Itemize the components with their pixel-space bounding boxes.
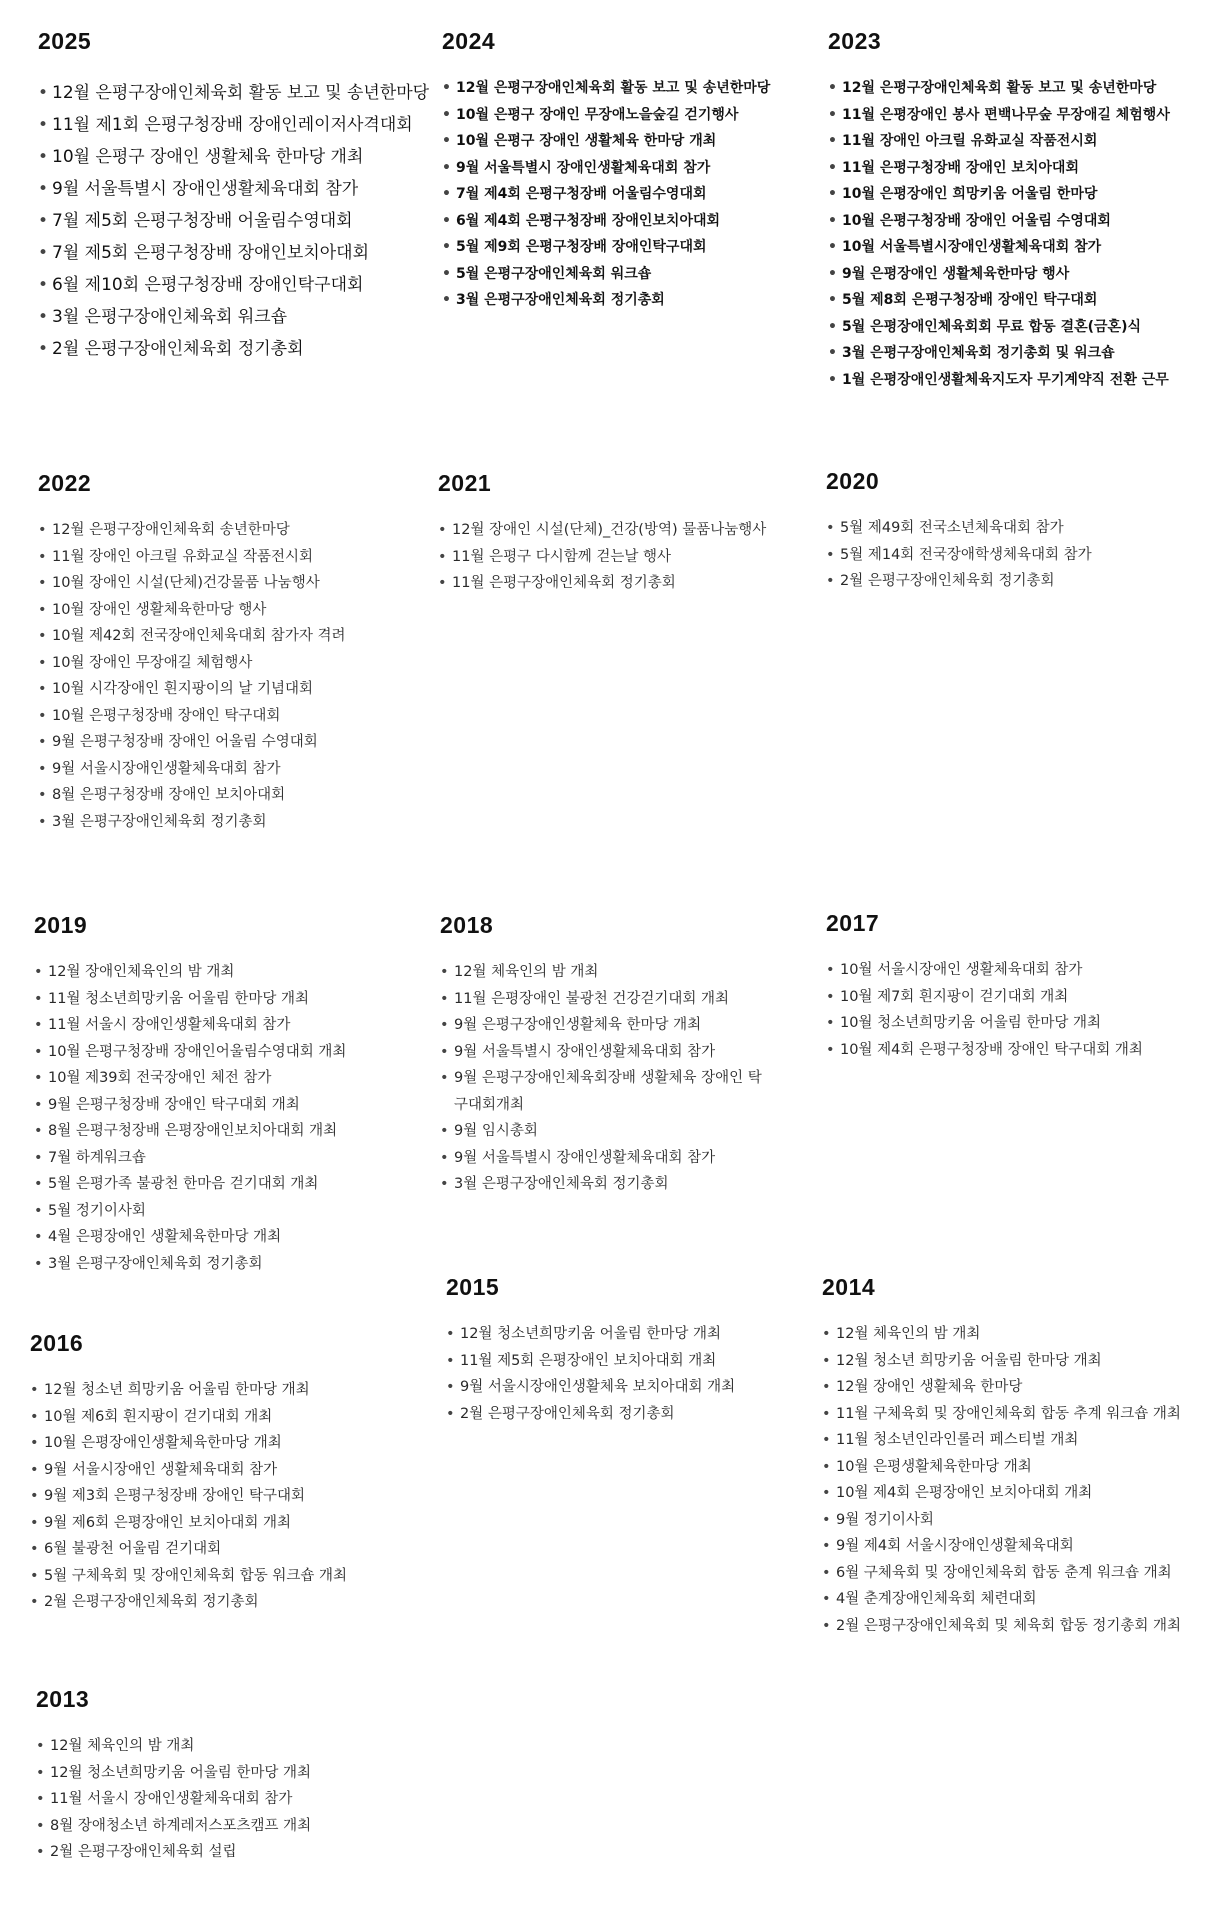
event-item: • 6월 제10회 은평구청장배 장애인탁구대회 <box>38 269 418 301</box>
year-heading: 2014 <box>822 1274 876 1300</box>
event-item: • 9월 제6회 은평장애인 보치아대회 개최 <box>30 1510 410 1537</box>
event-list <box>38 517 418 835</box>
event-item: • 8월 은평구청장배 은평장애인보치아대회 개최 <box>34 1118 414 1145</box>
event-item: • 2월 은평구장애인체육회 정기총회 <box>30 1589 410 1616</box>
event-item: • 10월 서울특별시장애인생활체육대회 참가 <box>828 234 1208 261</box>
year-heading: 2021 <box>438 470 492 496</box>
event-item: • 5월 은평가족 불광천 한마음 걷기대회 개최 <box>34 1171 414 1198</box>
event-item: • 6월 제4회 은평구청장배 장애인보치아대회 <box>442 208 812 235</box>
year-heading: 2020 <box>826 468 880 494</box>
event-list <box>30 1377 410 1616</box>
event-item: • 4월 춘계장애인체육회 체련대회 <box>822 1586 1222 1613</box>
event-item: • 11월 은평장애인 봉사 편백나무숲 무장애길 체험행사 <box>828 102 1208 129</box>
event-item: • 9월 은평구청장배 장애인 탁구대회 개최 <box>34 1092 414 1119</box>
year-block-2017 <box>826 910 1206 1063</box>
event-item: • 9월 제3회 은평구청장배 장애인 탁구대회 <box>30 1483 410 1510</box>
event-item: • 11월 장애인 아크릴 유화교실 작품전시회 <box>38 544 418 571</box>
event-item: • 10월 시각장애인 흰지팡이의 날 기념대회 <box>38 676 418 703</box>
event-list <box>826 515 1206 595</box>
event-item: • 9월 은평장애인 생활체육한마당 행사 <box>828 261 1208 288</box>
event-item: • 11월 청소년인라인롤러 페스티벌 개최 <box>822 1427 1222 1454</box>
event-item: • 12월 은평구장애인체육회 활동 보고 및 송년한마당 <box>442 75 812 102</box>
event-item: • 12월 체육인의 밤 개최 <box>822 1321 1222 1348</box>
event-item: • 11월 은평구장애인체육회 정기총회 <box>438 570 818 597</box>
event-item: • 12월 장애인 시설(단체)_건강(방역) 물품나눔행사 <box>438 517 818 544</box>
event-item: • 10월 은평구 장애인 무장애노을숲길 걷기행사 <box>442 102 812 129</box>
event-item: • 9월 서울특별시 장애인생활체육대회 참가 <box>440 1145 770 1172</box>
event-item: • 12월 청소년희망키움 어울림 한마당 개최 <box>446 1321 826 1348</box>
event-item: • 7월 하계워크숍 <box>34 1145 414 1172</box>
event-item: • 7월 제4회 은평구청장배 어울림수영대회 <box>442 181 812 208</box>
event-list <box>36 1733 416 1866</box>
event-item: • 2월 은평구장애인체육회 설립 <box>36 1839 416 1866</box>
event-list <box>828 75 1208 393</box>
event-item: • 7월 제5회 은평구청장배 장애인보치아대회 <box>38 237 418 269</box>
event-item: • 6월 불광천 어울림 걷기대회 <box>30 1536 410 1563</box>
event-item: • 3월 은평구장애인체육회 정기총회 <box>38 809 418 836</box>
event-list <box>826 957 1206 1063</box>
event-item: • 5월 은평구장애인체육회 워크숍 <box>442 261 812 288</box>
event-item: • 11월 은평구청장배 장애인 보치아대회 <box>828 155 1208 182</box>
event-item: • 5월 제9회 은평구청장배 장애인탁구대회 <box>442 234 812 261</box>
event-item: • 12월 청소년희망키움 어울림 한마당 개최 <box>36 1760 416 1787</box>
event-item: • 9월 서울특별시 장애인생활체육대회 참가 <box>440 1039 770 1066</box>
event-item: • 9월 은평구장애인생활체육 한마당 개최 <box>440 1012 770 1039</box>
event-item: • 5월 제49회 전국소년체육대회 참가 <box>826 515 1206 542</box>
event-item: • 3월 은평구장애인체육회 워크숍 <box>38 301 418 333</box>
event-item: • 12월 체육인의 밤 개최 <box>36 1733 416 1760</box>
event-list <box>38 77 430 365</box>
event-item: • 3월 은평구장애인체육회 정기총회 <box>34 1251 414 1278</box>
event-item: • 10월 청소년희망키움 어울림 한마당 개최 <box>826 1010 1206 1037</box>
event-item: • 10월 은평장애인 희망키움 어울림 한마당 <box>828 181 1208 208</box>
event-list <box>442 75 812 314</box>
event-item: • 11월 은평구 다시함께 걷는날 행사 <box>438 544 818 571</box>
event-item: • 10월 은평구청장배 장애인 어울림 수영대회 <box>828 208 1208 235</box>
year-heading: 2024 <box>442 28 496 54</box>
event-item: • 9월 임시총회 <box>440 1118 770 1145</box>
event-item: • 10월 서울시장애인 생활체육대회 참가 <box>826 957 1206 984</box>
event-item: • 11월 서울시 장애인생활체육대회 참가 <box>34 1012 414 1039</box>
event-item: • 12월 은평구장애인체육회 활동 보고 및 송년한마당 <box>38 77 418 109</box>
event-item: • 11월 청소년희망키움 어울림 한마당 개최 <box>34 986 414 1013</box>
event-item: • 1월 은평장애인생활체육지도자 무기계약직 전환 근무 <box>828 367 1208 394</box>
event-item: • 5월 은평장애인체육회회 무료 합동 결혼(금혼)식 <box>828 314 1208 341</box>
event-item: • 5월 정기이사회 <box>34 1198 414 1225</box>
event-list <box>34 959 414 1277</box>
event-item: • 10월 장애인 시설(단체)건강물품 나눔행사 <box>38 570 418 597</box>
event-item: • 10월 제6회 흰지팡이 걷기대회 개최 <box>30 1404 410 1431</box>
event-item: • 10월 은평장애인생활체육한마당 개최 <box>30 1430 410 1457</box>
event-item: • 2월 은평구장애인체육회 정기총회 <box>826 568 1206 595</box>
year-block-2014 <box>822 1274 1222 1639</box>
event-item: • 6월 구체육회 및 장애인체육회 합동 춘계 워크숍 개최 <box>822 1560 1222 1587</box>
event-item: • 11월 장애인 아크릴 유화교실 작품전시회 <box>828 128 1208 155</box>
event-list <box>446 1321 826 1427</box>
event-item: • 9월 서울특별시 장애인생활체육대회 참가 <box>38 173 418 205</box>
event-item: • 11월 구체육회 및 장애인체육회 합동 추계 워크숍 개최 <box>822 1401 1222 1428</box>
event-item: • 10월 장애인 생활체육한마당 행사 <box>38 597 418 624</box>
year-heading: 2023 <box>828 28 882 54</box>
event-item: • 12월 은평구장애인체육회 송년한마당 <box>38 517 418 544</box>
year-block-2022 <box>38 470 418 835</box>
year-block-2021 <box>438 470 818 597</box>
event-list <box>440 959 770 1198</box>
event-item: • 9월 서울시장애인 생활체육대회 참가 <box>30 1457 410 1484</box>
event-item: • 11월 제1회 은평구청장배 장애인레이저사격대회 <box>38 109 418 141</box>
event-item: • 10월 은평구 장애인 생활체육 한마당 개최 <box>442 128 812 155</box>
event-item: • 5월 제14회 전국장애학생체육대회 참가 <box>826 542 1206 569</box>
event-item: • 9월 서울시장애인생활체육 보치아대회 개최 <box>446 1374 826 1401</box>
event-item: • 12월 청소년 희망키움 어울림 한마당 개최 <box>30 1377 410 1404</box>
event-item: • 9월 제4회 서울시장애인생활체육대회 <box>822 1533 1222 1560</box>
event-item: • 10월 제39회 전국장애인 체전 참가 <box>34 1065 414 1092</box>
event-item: • 8월 은평구청장배 장애인 보치아대회 <box>38 782 418 809</box>
event-item: • 9월 정기이사회 <box>822 1507 1222 1534</box>
event-item: • 9월 은평구장애인체육회장배 생활체육 장애인 탁구대회개최 <box>440 1065 770 1118</box>
year-block-2020 <box>826 468 1206 595</box>
event-item: • 12월 은평구장애인체육회 활동 보고 및 송년한마당 <box>828 75 1208 102</box>
event-item: • 9월 은평구청장배 장애인 어울림 수영대회 <box>38 729 418 756</box>
year-heading: 2015 <box>446 1274 500 1300</box>
event-list <box>822 1321 1222 1639</box>
year-block-2013 <box>36 1686 416 1866</box>
event-item: • 10월 은평구청장배 장애인 탁구대회 <box>38 703 418 730</box>
event-item: • 11월 은평장애인 불광천 건강걷기대회 개최 <box>440 986 770 1013</box>
event-item: • 7월 제5회 은평구청장배 어울림수영대회 <box>38 205 418 237</box>
event-item: • 2월 은평구장애인체육회 정기총회 <box>446 1401 826 1428</box>
year-heading: 2013 <box>36 1686 90 1712</box>
event-item: • 3월 은평구장애인체육회 정기총회 및 워크숍 <box>828 340 1208 367</box>
event-item: • 8월 장애청소년 하계레저스포츠캠프 개최 <box>36 1813 416 1840</box>
year-block-2025 <box>38 28 430 365</box>
event-list <box>438 517 818 597</box>
event-item: • 5월 구체육회 및 장애인체육회 합동 워크숍 개최 <box>30 1563 410 1590</box>
year-block-2018 <box>440 912 770 1198</box>
event-item: • 12월 체육인의 밤 개최 <box>440 959 770 986</box>
year-block-2024 <box>442 28 812 314</box>
year-heading: 2019 <box>34 912 88 938</box>
year-heading: 2022 <box>38 470 92 496</box>
event-item: • 12월 장애인체육인의 밤 개최 <box>34 959 414 986</box>
event-item: • 3월 은평구장애인체육회 정기총회 <box>440 1171 770 1198</box>
event-item: • 2월 은평구장애인체육회 정기총회 <box>38 333 418 365</box>
event-item: • 5월 제8회 은평구청장배 장애인 탁구대회 <box>828 287 1208 314</box>
event-item: • 10월 은평생활체육한마당 개최 <box>822 1454 1222 1481</box>
year-block-2019 <box>34 912 414 1277</box>
event-item: • 4월 은평장애인 생활체육한마당 개최 <box>34 1224 414 1251</box>
event-item: • 11월 제5회 은평장애인 보치아대회 개최 <box>446 1348 826 1375</box>
event-item: • 10월 은평구 장애인 생활체육 한마당 개최 <box>38 141 418 173</box>
event-item: • 12월 장애인 생활체육 한마당 <box>822 1374 1222 1401</box>
event-item: • 10월 은평구청장배 장애인어울림수영대회 개최 <box>34 1039 414 1066</box>
event-item: • 11월 서울시 장애인생활체육대회 참가 <box>36 1786 416 1813</box>
year-block-2023 <box>828 28 1208 393</box>
event-item: • 9월 서울시장애인생활체육대회 참가 <box>38 756 418 783</box>
event-item: • 3월 은평구장애인체육회 정기총회 <box>442 287 812 314</box>
year-block-2015 <box>446 1274 826 1427</box>
event-item: • 12월 청소년 희망키움 어울림 한마당 개최 <box>822 1348 1222 1375</box>
year-block-2016 <box>30 1330 410 1616</box>
event-item: • 10월 제4회 은평구청장배 장애인 탁구대회 개최 <box>826 1037 1206 1064</box>
event-item: • 10월 장애인 무장애길 체험행사 <box>38 650 418 677</box>
year-heading: 2016 <box>30 1330 84 1356</box>
year-heading: 2025 <box>38 28 92 54</box>
event-item: • 10월 제42회 전국장애인체육대회 참가자 격려 <box>38 623 418 650</box>
event-item: • 2월 은평구장애인체육회 및 체육회 합동 정기총회 개최 <box>822 1613 1222 1640</box>
event-item: • 9월 서울특별시 장애인생활체육대회 참가 <box>442 155 812 182</box>
year-heading: 2018 <box>440 912 494 938</box>
event-item: • 10월 제7회 흰지팡이 걷기대회 개최 <box>826 984 1206 1011</box>
event-item: • 10월 제4회 은평장애인 보치아대회 개최 <box>822 1480 1222 1507</box>
year-heading: 2017 <box>826 910 880 936</box>
